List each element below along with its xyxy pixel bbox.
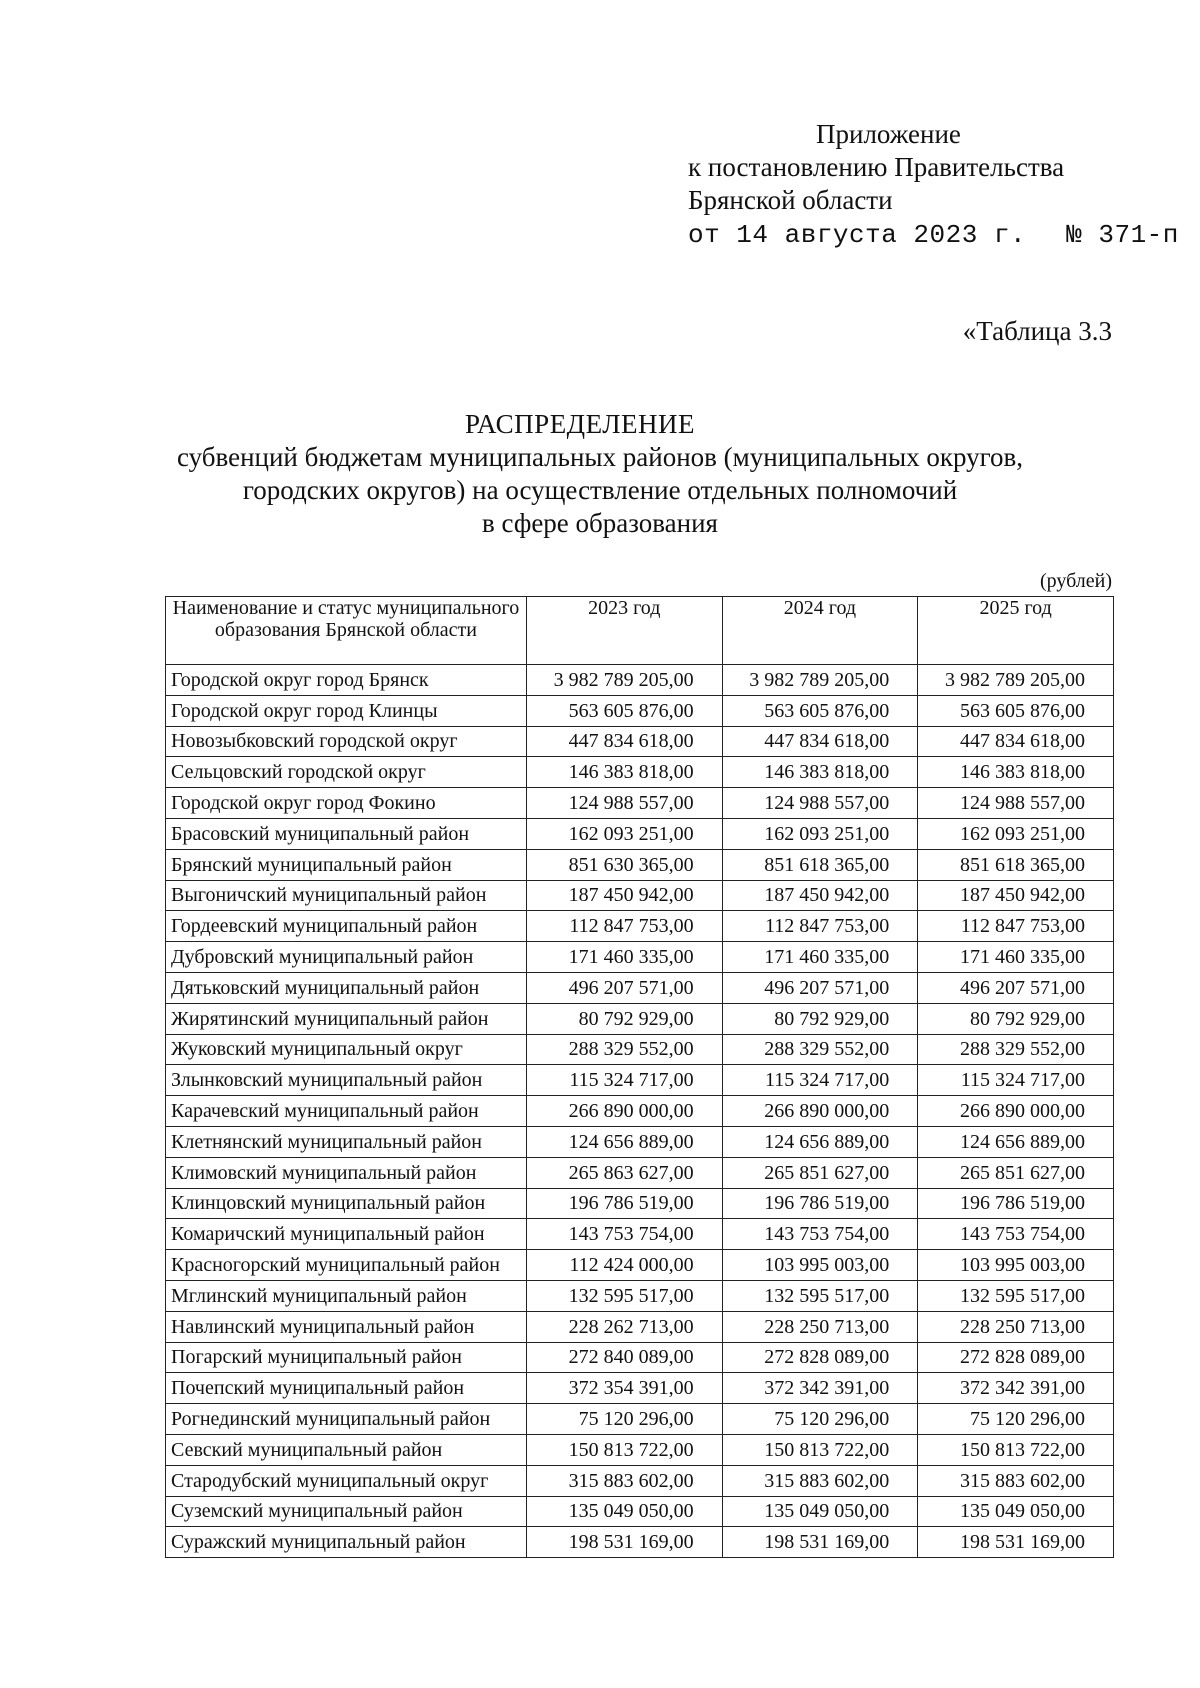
table-row [166, 665, 1114, 696]
cell-2024: 103 995 003,00 [722, 1250, 918, 1281]
table-label: «Таблица 3.3 [962, 316, 1112, 346]
cell-municipality: Выгоничский муниципальный район [166, 880, 527, 911]
cell-2024: 80 792 929,00 [722, 1003, 918, 1034]
header-2023: 2023 год [526, 597, 722, 665]
cell-2024: 115 324 717,00 [722, 1065, 918, 1096]
table-row [166, 1527, 1114, 1558]
cell-2024: 112 847 753,00 [722, 911, 918, 942]
table-row [166, 1434, 1114, 1465]
cell-2023: 132 595 517,00 [526, 1280, 722, 1311]
heading-line-1: субвенций бюджетам муниципальных районов (муниципальных округов, [176, 442, 1024, 472]
cell-2024: 124 988 557,00 [722, 788, 918, 819]
cell-2025: 563 605 876,00 [918, 695, 1114, 726]
cell-municipality: Почепский муниципальный район [166, 1373, 527, 1404]
table-row [166, 788, 1114, 819]
cell-2025: 266 890 000,00 [918, 1096, 1114, 1127]
cell-2025: 146 383 818,00 [918, 757, 1114, 788]
cell-municipality: Климовский муниципальный район [166, 1157, 527, 1188]
cell-2023: 75 120 296,00 [526, 1404, 722, 1435]
cell-2025: 143 753 754,00 [918, 1219, 1114, 1250]
cell-2023: 851 630 365,00 [526, 849, 722, 880]
cell-2024: 132 595 517,00 [722, 1280, 918, 1311]
table-row [166, 942, 1114, 973]
cell-2023: 265 863 627,00 [526, 1157, 722, 1188]
table-row [166, 1219, 1114, 1250]
cell-2024: 228 250 713,00 [722, 1311, 918, 1342]
cell-2024: 143 753 754,00 [722, 1219, 918, 1250]
header-2025: 2025 год [918, 597, 1114, 665]
cell-municipality: Комаричский муниципальный район [166, 1219, 527, 1250]
cell-municipality: Жирятинский муниципальный район [166, 1003, 527, 1034]
cell-2024: 196 786 519,00 [722, 1188, 918, 1219]
table-body [166, 665, 1114, 1558]
cell-2025: 103 995 003,00 [918, 1250, 1114, 1281]
cell-2024: 496 207 571,00 [722, 972, 918, 1003]
cell-2025: 447 834 618,00 [918, 726, 1114, 757]
cell-2023: 80 792 929,00 [526, 1003, 722, 1034]
table-row [166, 1250, 1114, 1281]
table-row [166, 818, 1114, 849]
cell-2023: 447 834 618,00 [526, 726, 722, 757]
table-row [166, 1404, 1114, 1435]
table-row [166, 726, 1114, 757]
cell-2023: 124 988 557,00 [526, 788, 722, 819]
table-row [166, 1311, 1114, 1342]
cell-2024: 288 329 552,00 [722, 1034, 918, 1065]
cell-2023: 272 840 089,00 [526, 1342, 722, 1373]
decree-date: от 14 августа 2023 г. [688, 220, 1027, 250]
header-name: Наименование и статус муниципального образования Брянской области [166, 597, 527, 665]
cell-2025: 3 982 789 205,00 [918, 665, 1114, 696]
table-row [166, 1496, 1114, 1527]
cell-2025: 272 828 089,00 [918, 1342, 1114, 1373]
cell-municipality: Суражский муниципальный район [166, 1527, 527, 1558]
cell-2025: 288 329 552,00 [918, 1034, 1114, 1065]
table-row [166, 911, 1114, 942]
appendix-line-1: к постановлению Правительства [688, 152, 1065, 182]
cell-2024: 187 450 942,00 [722, 880, 918, 911]
cell-municipality: Дубровский муниципальный район [166, 942, 527, 973]
cell-municipality: Новозыбковский городской округ [166, 726, 527, 757]
cell-2024: 124 656 889,00 [722, 1126, 918, 1157]
cell-2023: 315 883 602,00 [526, 1465, 722, 1496]
cell-municipality: Красногорский муниципальный район [166, 1250, 527, 1281]
cell-2025: 124 988 557,00 [918, 788, 1114, 819]
cell-2023: 288 329 552,00 [526, 1034, 722, 1065]
header-2024: 2024 год [722, 597, 918, 665]
cell-2025: 496 207 571,00 [918, 972, 1114, 1003]
cell-2024: 563 605 876,00 [722, 695, 918, 726]
table-row [166, 1280, 1114, 1311]
cell-municipality: Брянский муниципальный район [166, 849, 527, 880]
cell-2025: 115 324 717,00 [918, 1065, 1114, 1096]
cell-2024: 266 890 000,00 [722, 1096, 918, 1127]
cell-municipality: Погарский муниципальный район [166, 1342, 527, 1373]
cell-2025: 265 851 627,00 [918, 1157, 1114, 1188]
cell-2023: 187 450 942,00 [526, 880, 722, 911]
decree-number: № 371-п [1066, 220, 1179, 250]
cell-2024: 3 982 789 205,00 [722, 665, 918, 696]
cell-2024: 372 342 391,00 [722, 1373, 918, 1404]
table-row [166, 695, 1114, 726]
cell-2023: 146 383 818,00 [526, 757, 722, 788]
cell-municipality: Гордеевский муниципальный район [166, 911, 527, 942]
document-heading [0, 408, 1200, 540]
cell-2025: 112 847 753,00 [918, 911, 1114, 942]
table-row [166, 1188, 1114, 1219]
cell-municipality: Навлинский муниципальный район [166, 1311, 527, 1342]
cell-2025: 315 883 602,00 [918, 1465, 1114, 1496]
cell-municipality: Севский муниципальный район [166, 1434, 527, 1465]
cell-municipality: Злынковский муниципальный район [166, 1065, 527, 1096]
cell-2025: 150 813 722,00 [918, 1434, 1114, 1465]
appendix-title: Приложение [816, 119, 961, 149]
cell-2024: 447 834 618,00 [722, 726, 918, 757]
table-row [166, 1157, 1114, 1188]
cell-2023: 198 531 169,00 [526, 1527, 722, 1558]
cell-2023: 372 354 391,00 [526, 1373, 722, 1404]
cell-2023: 196 786 519,00 [526, 1188, 722, 1219]
cell-municipality: Стародубский муниципальный округ [166, 1465, 527, 1496]
appendix-line-2: Брянской области [688, 185, 893, 215]
cell-2025: 187 450 942,00 [918, 880, 1114, 911]
table-row [166, 849, 1114, 880]
table-row [166, 757, 1114, 788]
cell-municipality: Городской округ город Брянск [166, 665, 527, 696]
table-row [166, 1034, 1114, 1065]
cell-2023: 112 847 753,00 [526, 911, 722, 942]
cell-municipality: Клинцовский муниципальный район [166, 1188, 527, 1219]
cell-2025: 228 250 713,00 [918, 1311, 1114, 1342]
cell-2025: 372 342 391,00 [918, 1373, 1114, 1404]
cell-2025: 851 618 365,00 [918, 849, 1114, 880]
table-row [166, 1373, 1114, 1404]
cell-2025: 198 531 169,00 [918, 1527, 1114, 1558]
cell-municipality: Городской округ город Фокино [166, 788, 527, 819]
unit-label: (рублей) [1039, 570, 1112, 592]
table-row [166, 1342, 1114, 1373]
distribution-table [165, 596, 1114, 1558]
cell-municipality: Клетнянский муниципальный район [166, 1126, 527, 1157]
appendix-block [688, 118, 1179, 252]
cell-municipality: Дятьковский муниципальный район [166, 972, 527, 1003]
cell-2024: 162 093 251,00 [722, 818, 918, 849]
cell-municipality: Рогнединский муниципальный район [166, 1404, 527, 1435]
table-row [166, 1003, 1114, 1034]
cell-2025: 75 120 296,00 [918, 1404, 1114, 1435]
cell-2025: 124 656 889,00 [918, 1126, 1114, 1157]
cell-municipality: Брасовский муниципальный район [166, 818, 527, 849]
heading-title: РАСПРЕДЕЛЕНИЕ [464, 409, 696, 439]
cell-municipality: Городской округ город Клинцы [166, 695, 527, 726]
heading-line-3: в сфере образования [482, 508, 718, 538]
table-header-row [166, 597, 1114, 665]
cell-municipality: Мглинский муниципальный район [166, 1280, 527, 1311]
cell-2023: 496 207 571,00 [526, 972, 722, 1003]
cell-2025: 135 049 050,00 [918, 1496, 1114, 1527]
cell-2023: 171 460 335,00 [526, 942, 722, 973]
cell-2024: 146 383 818,00 [722, 757, 918, 788]
cell-2023: 266 890 000,00 [526, 1096, 722, 1127]
cell-2024: 171 460 335,00 [722, 942, 918, 973]
cell-2024: 75 120 296,00 [722, 1404, 918, 1435]
cell-2023: 115 324 717,00 [526, 1065, 722, 1096]
cell-2023: 143 753 754,00 [526, 1219, 722, 1250]
cell-municipality: Суземский муниципальный район [166, 1496, 527, 1527]
decree-line [688, 219, 1179, 252]
cell-municipality: Карачевский муниципальный район [166, 1096, 527, 1127]
table-row [166, 1065, 1114, 1096]
cell-2023: 3 982 789 205,00 [526, 665, 722, 696]
cell-2024: 272 828 089,00 [722, 1342, 918, 1373]
cell-2023: 112 424 000,00 [526, 1250, 722, 1281]
cell-2023: 124 656 889,00 [526, 1126, 722, 1157]
heading-line-2: городских округов) на осуществление отдельных полномочий [242, 475, 958, 505]
cell-2023: 162 093 251,00 [526, 818, 722, 849]
cell-2025: 132 595 517,00 [918, 1280, 1114, 1311]
table-row [166, 972, 1114, 1003]
cell-2023: 228 262 713,00 [526, 1311, 722, 1342]
cell-2025: 80 792 929,00 [918, 1003, 1114, 1034]
table-row [166, 880, 1114, 911]
cell-municipality: Сельцовский городской округ [166, 757, 527, 788]
cell-2025: 162 093 251,00 [918, 818, 1114, 849]
cell-2025: 171 460 335,00 [918, 942, 1114, 973]
cell-2023: 150 813 722,00 [526, 1434, 722, 1465]
cell-municipality: Жуковский муниципальный округ [166, 1034, 527, 1065]
table-row [166, 1096, 1114, 1127]
table-row [166, 1465, 1114, 1496]
cell-2024: 135 049 050,00 [722, 1496, 918, 1527]
cell-2024: 851 618 365,00 [722, 849, 918, 880]
cell-2023: 135 049 050,00 [526, 1496, 722, 1527]
cell-2024: 315 883 602,00 [722, 1465, 918, 1496]
cell-2024: 265 851 627,00 [722, 1157, 918, 1188]
cell-2024: 150 813 722,00 [722, 1434, 918, 1465]
cell-2025: 196 786 519,00 [918, 1188, 1114, 1219]
table-row [166, 1126, 1114, 1157]
cell-2024: 198 531 169,00 [722, 1527, 918, 1558]
cell-2023: 563 605 876,00 [526, 695, 722, 726]
